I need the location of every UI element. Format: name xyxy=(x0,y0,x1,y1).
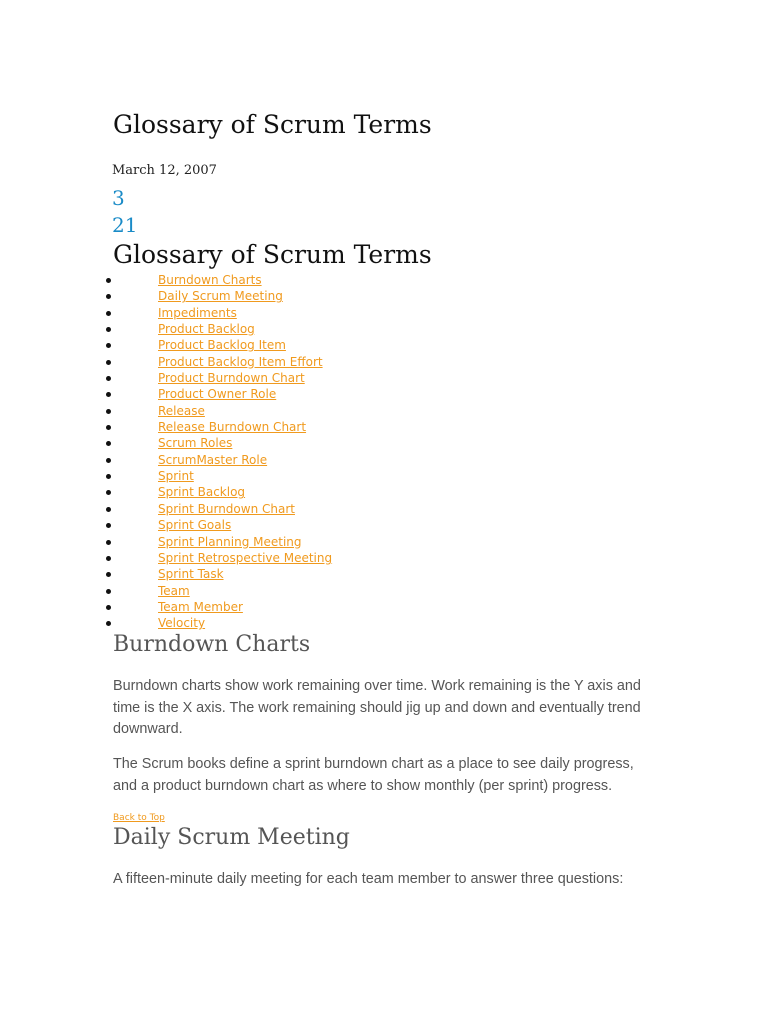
bullet-icon xyxy=(106,621,111,626)
bullet-icon xyxy=(106,409,111,414)
toc-link[interactable]: Release xyxy=(158,403,205,418)
toc-link[interactable]: ScrumMaster Role xyxy=(158,452,268,467)
toc-link[interactable]: Team Member xyxy=(158,599,243,614)
toc-link[interactable]: Burndown Charts xyxy=(158,273,262,287)
toc-link[interactable]: Sprint Task xyxy=(158,567,224,582)
bullet-icon xyxy=(106,540,111,545)
toc-link[interactable]: Product Backlog Item xyxy=(158,338,286,353)
bullet-icon xyxy=(106,311,111,316)
burndown-paragraph-2: The Scrum books define a sprint burndown chart as a place to see daily progress, and a product burndown chart as where to show monthly (per sprint) progress. xyxy=(113,756,634,794)
toc-link[interactable]: Product Backlog xyxy=(158,322,255,337)
toc-link[interactable]: Sprint xyxy=(158,469,194,484)
toc-link[interactable]: Product Backlog Item Effort xyxy=(158,354,323,369)
burndown-paragraph-1: Burndown charts show work remaining over time. Work remaining is the Y axis and time is the X axis. The work remaining should jig up and down and eventually trend downward. xyxy=(113,678,641,737)
toc-link[interactable]: Velocity xyxy=(158,616,206,631)
bullet-icon xyxy=(106,278,111,283)
back-to-top-link[interactable]: Back to Top xyxy=(113,813,165,823)
toc-link[interactable]: Product Burndown Chart xyxy=(158,371,305,386)
toc-link[interactable]: Impediments xyxy=(158,305,237,320)
article-heading: Glossary of Scrum Terms xyxy=(113,240,432,269)
stat-count-a: 3 xyxy=(112,186,125,210)
bullet-icon xyxy=(106,327,111,332)
publish-date: March 12, 2007 xyxy=(112,163,217,178)
toc-link[interactable]: Team xyxy=(158,583,190,598)
daily-paragraph-1: A fifteen-minute daily meeting for each team member to answer three questions: xyxy=(113,871,624,887)
toc-link[interactable]: Product Owner Role xyxy=(158,387,277,402)
bullet-icon xyxy=(106,376,111,381)
bullet-icon xyxy=(106,441,111,446)
toc-link[interactable]: Sprint Planning Meeting xyxy=(158,534,302,549)
bullet-icon xyxy=(106,343,111,348)
toc-link[interactable]: Daily Scrum Meeting xyxy=(158,289,283,304)
bullet-icon xyxy=(106,556,111,561)
bullet-icon xyxy=(106,474,111,479)
bullet-icon xyxy=(106,589,111,594)
toc-link[interactable]: Release Burndown Chart xyxy=(158,420,307,435)
toc-link[interactable]: Scrum Roles xyxy=(158,436,233,451)
toc-link[interactable]: Sprint Goals xyxy=(158,518,232,533)
bullet-icon xyxy=(106,490,111,495)
bullet-icon xyxy=(106,523,111,528)
section-heading-burndown-charts: Burndown Charts xyxy=(113,632,311,657)
bullet-icon xyxy=(106,572,111,577)
stat-count-b: 21 xyxy=(112,213,138,237)
bullet-icon xyxy=(106,605,111,610)
toc-link[interactable]: Sprint Retrospective Meeting xyxy=(158,550,333,565)
toc-link[interactable]: Sprint Burndown Chart xyxy=(158,501,295,516)
bullet-icon xyxy=(106,425,111,430)
toc-link[interactable]: Sprint Backlog xyxy=(158,485,246,500)
bullet-icon xyxy=(106,392,111,397)
bullet-icon xyxy=(106,507,111,512)
bullet-icon xyxy=(106,360,111,365)
bullet-icon xyxy=(106,294,111,299)
bullet-icon xyxy=(106,458,111,463)
page-title: Glossary of Scrum Terms xyxy=(113,110,432,139)
section-heading-daily-scrum-meeting: Daily Scrum Meeting xyxy=(113,825,350,850)
